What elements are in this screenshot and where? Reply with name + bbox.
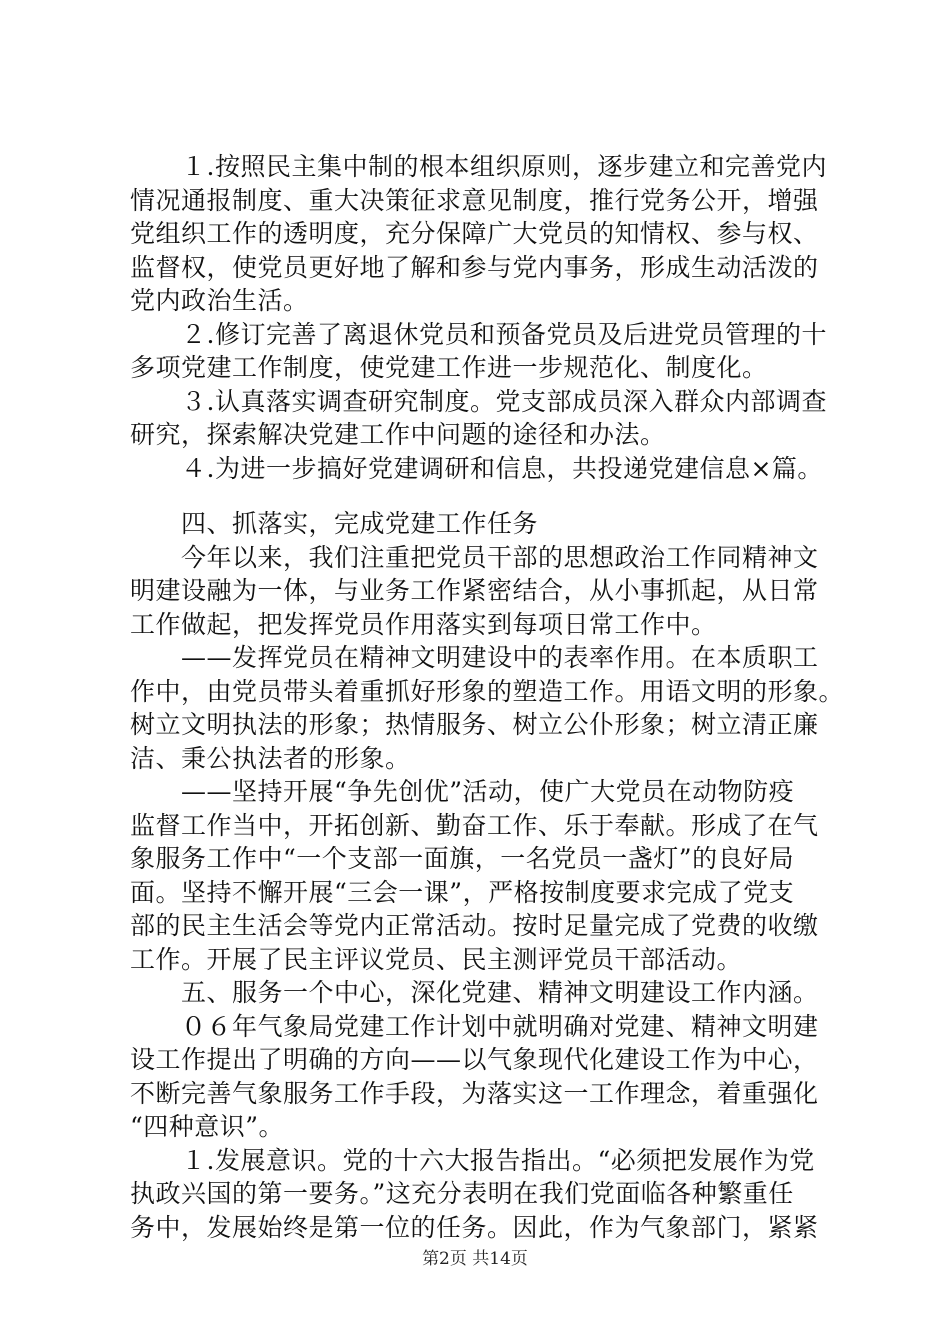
page-footer: 第2页 共14页	[422, 1249, 528, 1269]
text-line: ２.修订完善了离退休党员和预备党员及后进党员管理的十	[130, 320, 827, 349]
text-line: 研究，探索解决党建工作中问题的途径和办法。	[130, 420, 666, 449]
text-line: 不断完善气象服务工作手段，为落实这一工作理念，着重强化	[130, 1079, 819, 1108]
text-line: ３.认真落实调查研究制度。党支部成员深入群众内部调查	[130, 387, 827, 416]
text-line: 党内政治生活。	[130, 286, 309, 315]
text-line: 象服务工作中“一个支部一面旗，一名党员一盏灯”的良好局	[130, 844, 795, 873]
text-line: 洁、秉公执法者的形象。	[130, 744, 411, 773]
text-line: “四种意识”。	[130, 1112, 285, 1141]
text-line: 作中，由党员带头着重抓好形象的塑造工作。用语文明的形象。	[130, 677, 845, 706]
text-line: ——发挥党员在精神文明建设中的表率作用。在本质职工	[130, 643, 819, 672]
text-line: ０６年气象局党建工作计划中就明确对党建、精神文明建	[130, 1012, 819, 1041]
text-line: 面。坚持不懈开展“三会一课”，严格按制度要求完成了党支	[130, 878, 795, 907]
text-line: 明建设融为一体，与业务工作紧密结合，从小事抓起，从日常	[130, 576, 819, 605]
text-line: 监督工作当中，开拓创新、勤奋工作、乐于奉献。形成了在气	[130, 811, 819, 840]
text-line: 设工作提出了明确的方向——以气象现代化建设工作为中心，	[130, 1045, 819, 1074]
text-line: １.按照民主集中制的根本组织原则，逐步建立和完善党内	[130, 152, 827, 181]
section-heading: 四、抓落实，完成党建工作任务	[130, 509, 539, 538]
text-line: 务中，发展始终是第一位的任务。因此，作为气象部门，紧紧	[130, 1213, 819, 1242]
text-line: 工作做起，把发挥党员作用落实到每项日常工作中。	[130, 610, 717, 639]
text-line: １.发展意识。党的十六大报告指出。“必须把发展作为党	[130, 1146, 815, 1175]
text-line: ４.为进一步搞好党建调研和信息，共投递党建信息×篇。	[130, 454, 823, 483]
section-heading: 五、服务一个中心，深化党建、精神文明建设工作内涵。	[130, 978, 819, 1007]
text-line: 今年以来，我们注重把党员干部的思想政治工作同精神文	[130, 543, 819, 572]
text-line: 监督权，使党员更好地了解和参与党内事务，形成生动活泼的	[130, 253, 819, 282]
text-line: 工作。开展了民主评议党员、民主测评党员干部活动。	[130, 945, 743, 974]
text-line: 树立文明执法的形象；热情服务、树立公仆形象；树立清正廉	[130, 710, 819, 739]
text-line: 情况通报制度、重大决策征求意见制度，推行党务公开，增强	[130, 186, 819, 215]
text-line: 多项党建工作制度，使党建工作进一步规范化、制度化。	[130, 353, 768, 382]
text-line: 执政兴国的第一要务。”这充分表明在我们党面临各种繁重任	[130, 1179, 794, 1208]
text-line: 部的民主生活会等党内正常活动。按时足量完成了党费的收缴	[130, 911, 819, 940]
text-line: ——坚持开展“争先创优”活动，使广大党员在动物防疫	[130, 777, 795, 806]
text-line: 党组织工作的透明度，充分保障广大党员的知情权、参与权、	[130, 219, 819, 248]
